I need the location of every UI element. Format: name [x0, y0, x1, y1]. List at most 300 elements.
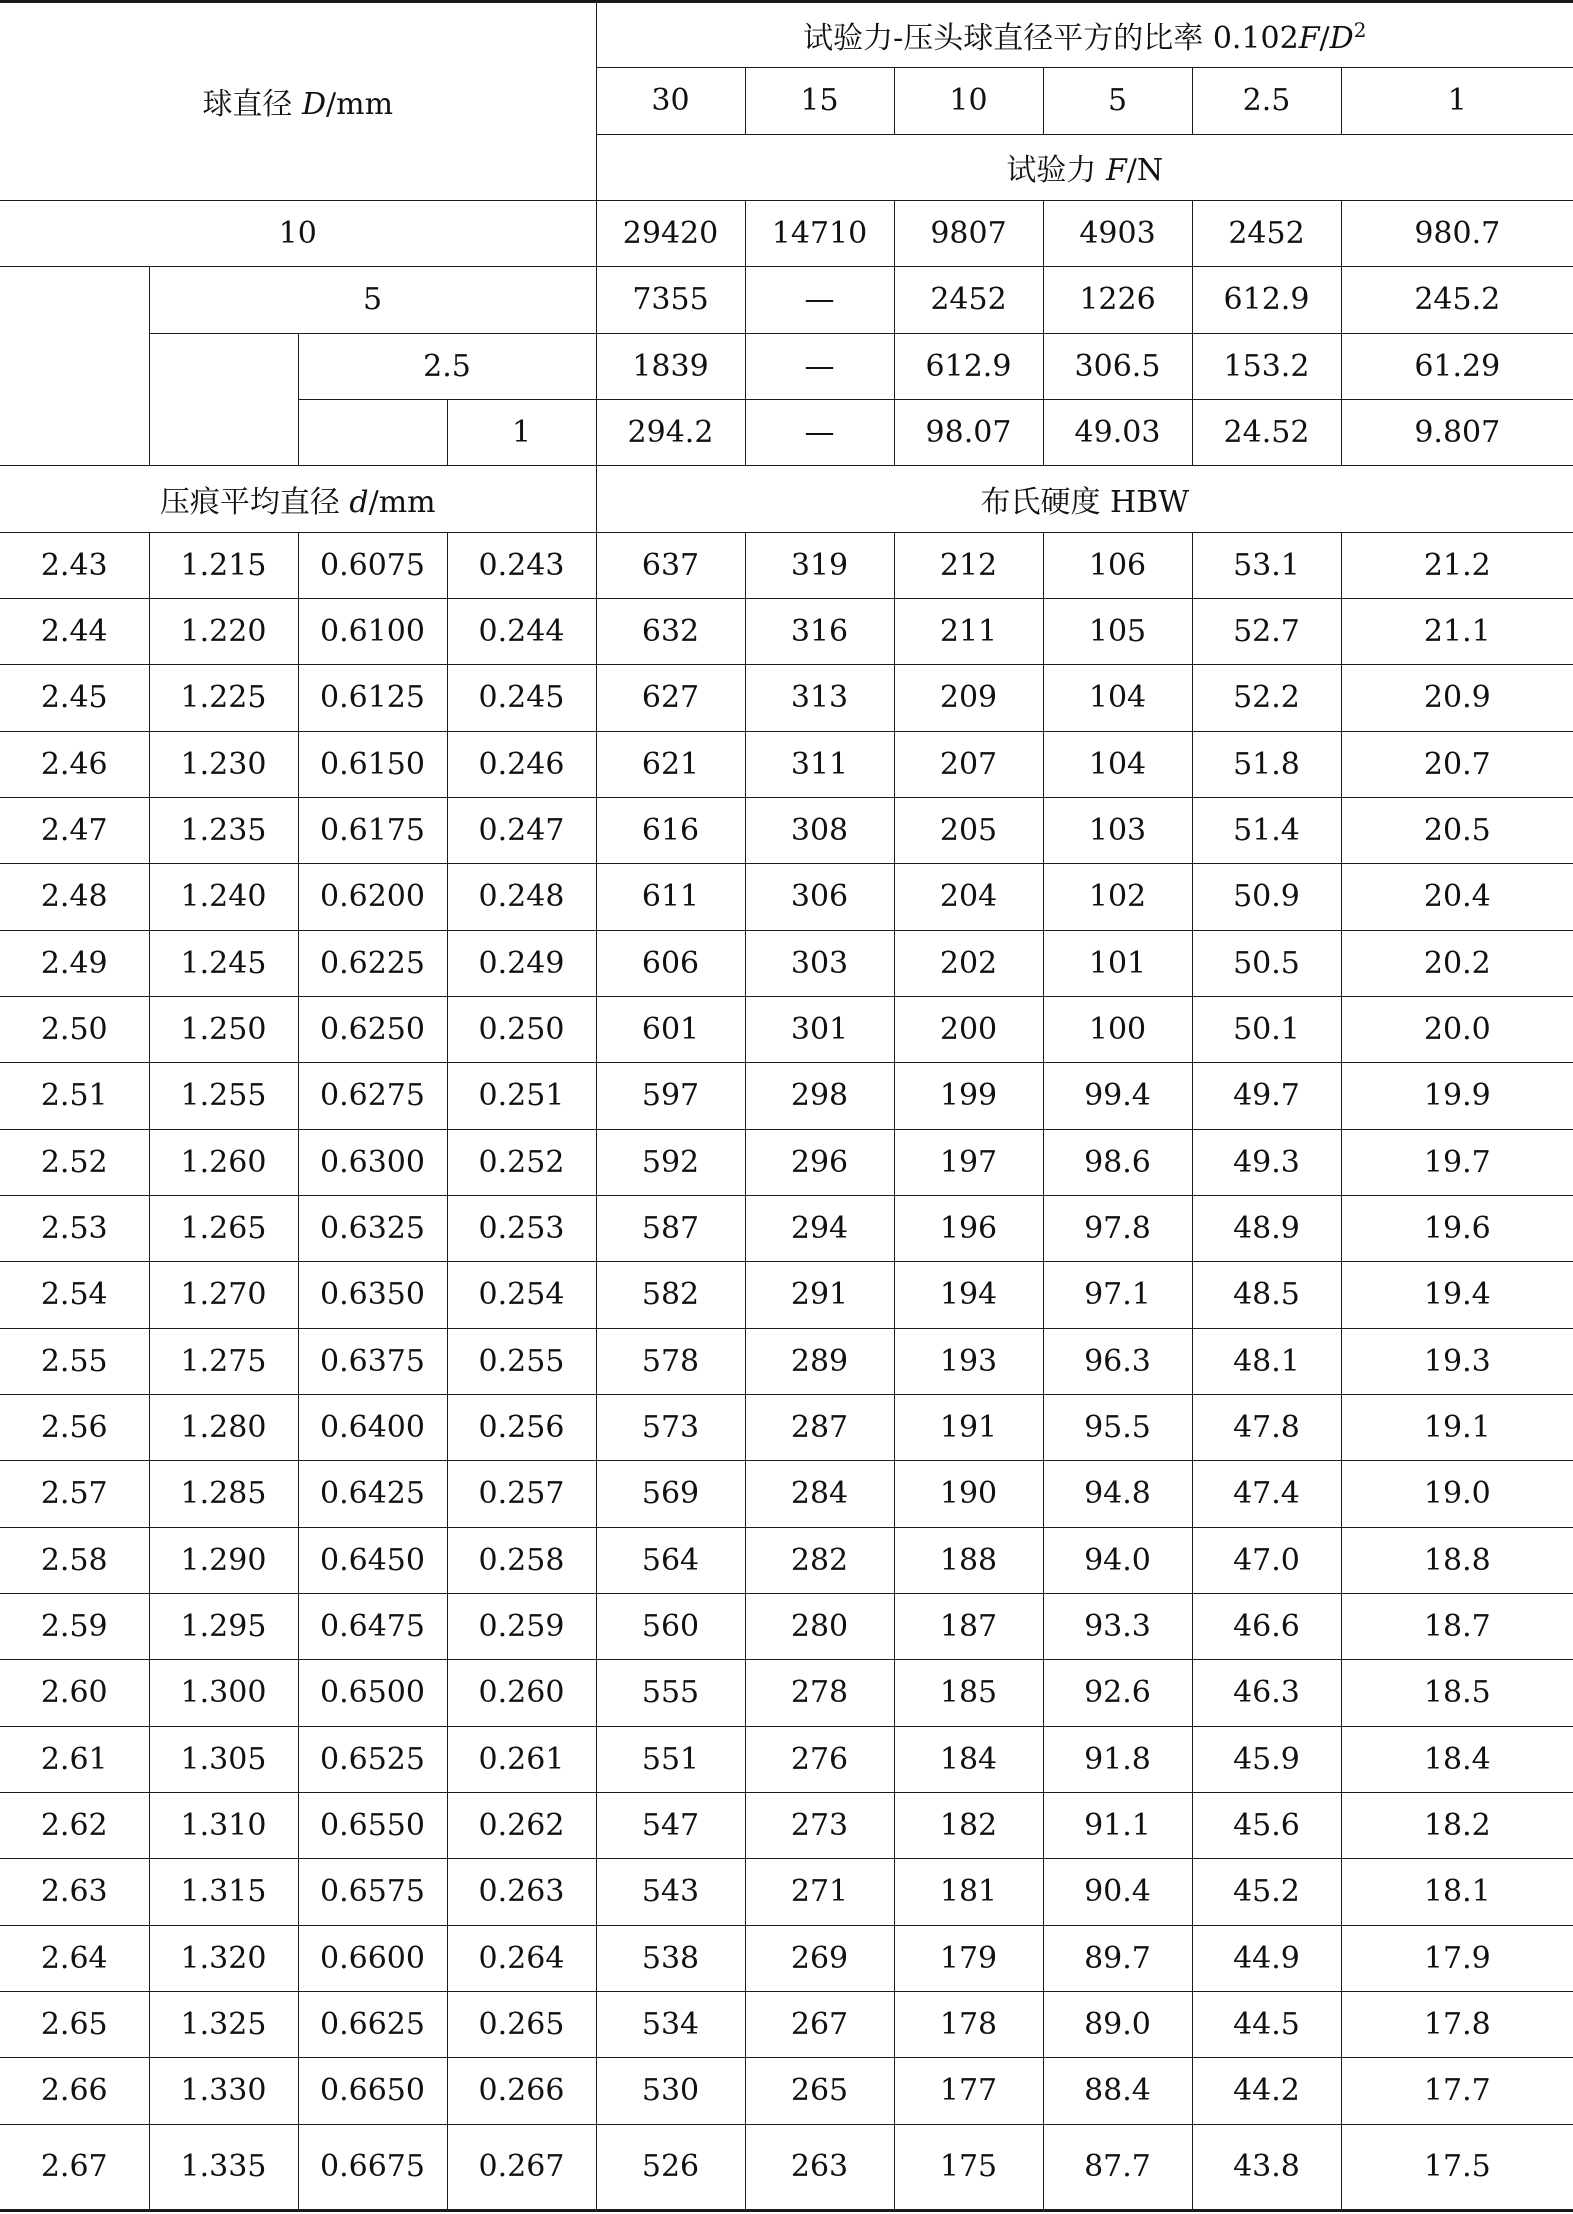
indent-diameter-cell: 2.63	[0, 1859, 149, 1925]
indent-diameter-cell: 0.6550	[298, 1792, 447, 1858]
hardness-cell: 17.7	[1341, 2058, 1573, 2124]
hardness-cell: 282	[745, 1527, 894, 1593]
force-cell: 2452	[894, 267, 1043, 333]
hardness-cell: 207	[894, 731, 1043, 797]
table-row	[0, 1063, 1573, 1129]
hardness-cell: 298	[745, 1063, 894, 1129]
hardness-cell: 263	[745, 2124, 894, 2210]
hardness-cell: 20.4	[1341, 864, 1573, 930]
hardness-cell: 52.7	[1192, 598, 1341, 664]
indent-blank	[149, 333, 298, 466]
hardness-cell: 21.1	[1341, 598, 1573, 664]
table-row	[0, 996, 1573, 1062]
indent-diameter-cell: 2.67	[0, 2124, 149, 2210]
hardness-cell: 21.2	[1341, 532, 1573, 598]
indent-diameter-cell: 0.6125	[298, 665, 447, 731]
force-cell: 29420	[596, 200, 745, 266]
ball-diameter-header: 球直径 D/mm	[0, 2, 596, 201]
force-cell: —	[745, 399, 894, 465]
hardness-cell: 104	[1043, 665, 1192, 731]
indent-diameter-cell: 0.261	[447, 1726, 596, 1792]
indent-diameter-cell: 1.310	[149, 1792, 298, 1858]
table-row	[0, 1726, 1573, 1792]
indent-diameter-cell: 1.290	[149, 1527, 298, 1593]
hardness-cell: 205	[894, 797, 1043, 863]
table-row	[0, 930, 1573, 996]
hardness-cell: 93.3	[1043, 1593, 1192, 1659]
indent-blank	[0, 267, 149, 466]
indent-diameter-cell: 0.265	[447, 1991, 596, 2057]
indent-diameter-cell: 1.215	[149, 532, 298, 598]
hardness-cell: 46.3	[1192, 1660, 1341, 1726]
hardness-cell: 267	[745, 1991, 894, 2057]
hardness-cell: 573	[596, 1394, 745, 1460]
hardness-cell: 308	[745, 797, 894, 863]
hardness-cell: 99.4	[1043, 1063, 1192, 1129]
indent-blank	[298, 399, 447, 465]
indent-diameter-cell: 0.248	[447, 864, 596, 930]
hardness-cell: 311	[745, 731, 894, 797]
hardness-header: 布氏硬度 HBW	[596, 466, 1573, 532]
indent-diameter-cell: 2.52	[0, 1129, 149, 1195]
force-cell: 306.5	[1043, 333, 1192, 399]
force-cell: 24.52	[1192, 399, 1341, 465]
hardness-cell: 47.0	[1192, 1527, 1341, 1593]
hardness-cell: 105	[1043, 598, 1192, 664]
indent-diameter-cell: 2.62	[0, 1792, 149, 1858]
hardness-cell: 48.1	[1192, 1328, 1341, 1394]
hardness-cell: 291	[745, 1262, 894, 1328]
hardness-cell: 44.2	[1192, 2058, 1341, 2124]
hardness-cell: 560	[596, 1593, 745, 1659]
indent-diameter-cell: 1.285	[149, 1461, 298, 1527]
hardness-cell: 193	[894, 1328, 1043, 1394]
hardness-cell: 45.2	[1192, 1859, 1341, 1925]
hardness-cell: 103	[1043, 797, 1192, 863]
hardness-cell: 45.9	[1192, 1726, 1341, 1792]
table-row	[0, 1527, 1573, 1593]
indent-diameter-cell: 1.220	[149, 598, 298, 664]
indent-diameter-cell: 0.262	[447, 1792, 596, 1858]
hardness-cell: 319	[745, 532, 894, 598]
indent-diameter-cell: 0.256	[447, 1394, 596, 1460]
indent-diameter-cell: 2.48	[0, 864, 149, 930]
hardness-cell: 196	[894, 1195, 1043, 1261]
hardness-cell: 587	[596, 1195, 745, 1261]
hardness-cell: 601	[596, 996, 745, 1062]
indent-diameter-cell: 1.260	[149, 1129, 298, 1195]
ball-diameter-value: 2.5	[298, 333, 596, 399]
indent-diameter-cell: 0.6475	[298, 1593, 447, 1659]
indent-diameter-cell: 2.51	[0, 1063, 149, 1129]
indent-diameter-cell: 0.259	[447, 1593, 596, 1659]
table-row	[0, 1461, 1573, 1527]
hardness-cell: 19.7	[1341, 1129, 1573, 1195]
indent-diameter-cell: 1.295	[149, 1593, 298, 1659]
hardness-cell: 50.5	[1192, 930, 1341, 996]
hardness-cell: 582	[596, 1262, 745, 1328]
table-row	[0, 665, 1573, 731]
hardness-cell: 199	[894, 1063, 1043, 1129]
hardness-cell: 17.8	[1341, 1991, 1573, 2057]
hardness-cell: 209	[894, 665, 1043, 731]
indent-diameter-cell: 0.6500	[298, 1660, 447, 1726]
hardness-cell: 53.1	[1192, 532, 1341, 598]
indent-diameter-cell: 0.6650	[298, 2058, 447, 2124]
indent-diameter-cell: 0.266	[447, 2058, 596, 2124]
hardness-cell: 301	[745, 996, 894, 1062]
hardness-cell: 45.6	[1192, 1792, 1341, 1858]
indent-diameter-cell: 2.54	[0, 1262, 149, 1328]
indent-diameter-cell: 0.264	[447, 1925, 596, 1991]
indent-diameter-cell: 1.265	[149, 1195, 298, 1261]
hardness-cell: 18.4	[1341, 1726, 1573, 1792]
hardness-cell: 47.4	[1192, 1461, 1341, 1527]
ball-diameter-value: 10	[0, 200, 596, 266]
indent-diameter-cell: 0.6600	[298, 1925, 447, 1991]
ratio-value: 10	[894, 68, 1043, 134]
indent-diameter-cell: 0.258	[447, 1527, 596, 1593]
force-cell: —	[745, 267, 894, 333]
hardness-cell: 316	[745, 598, 894, 664]
hardness-cell: 18.2	[1341, 1792, 1573, 1858]
hardness-cell: 20.9	[1341, 665, 1573, 731]
hardness-cell: 621	[596, 731, 745, 797]
hardness-cell: 592	[596, 1129, 745, 1195]
hardness-cell: 51.8	[1192, 731, 1341, 797]
indent-diameter-cell: 2.44	[0, 598, 149, 664]
indent-diameter-cell: 0.6325	[298, 1195, 447, 1261]
hardness-cell: 19.3	[1341, 1328, 1573, 1394]
indent-diameter-cell: 1.250	[149, 996, 298, 1062]
indent-diameter-cell: 0.247	[447, 797, 596, 863]
indent-diameter-cell: 2.45	[0, 665, 149, 731]
hardness-cell: 526	[596, 2124, 745, 2210]
indent-diameter-cell: 1.225	[149, 665, 298, 731]
force-cell: —	[745, 333, 894, 399]
hardness-cell: 20.2	[1341, 930, 1573, 996]
indent-diameter-cell: 1.320	[149, 1925, 298, 1991]
indent-diameter-cell: 1.305	[149, 1726, 298, 1792]
table-row	[0, 2058, 1573, 2124]
hardness-cell: 265	[745, 2058, 894, 2124]
force-cell: 980.7	[1341, 200, 1573, 266]
indent-diameter-cell: 0.6075	[298, 532, 447, 598]
hardness-cell: 280	[745, 1593, 894, 1659]
hardness-cell: 18.7	[1341, 1593, 1573, 1659]
hardness-cell: 43.8	[1192, 2124, 1341, 2210]
hardness-cell: 543	[596, 1859, 745, 1925]
hardness-cell: 95.5	[1043, 1394, 1192, 1460]
hardness-cell: 51.4	[1192, 797, 1341, 863]
force-cell: 7355	[596, 267, 745, 333]
hardness-cell: 182	[894, 1792, 1043, 1858]
indent-diameter-cell: 0.6250	[298, 996, 447, 1062]
hardness-cell: 49.7	[1192, 1063, 1341, 1129]
hardness-cell: 94.8	[1043, 1461, 1192, 1527]
force-cell: 49.03	[1043, 399, 1192, 465]
table-row	[0, 1129, 1573, 1195]
hardness-cell: 578	[596, 1328, 745, 1394]
force-cell: 14710	[745, 200, 894, 266]
hardness-cell: 534	[596, 1991, 745, 2057]
hardness-cell: 17.5	[1341, 2124, 1573, 2210]
hardness-cell: 92.6	[1043, 1660, 1192, 1726]
hardness-cell: 17.9	[1341, 1925, 1573, 1991]
hardness-cell: 547	[596, 1792, 745, 1858]
hardness-cell: 47.8	[1192, 1394, 1341, 1460]
indent-diameter-cell: 0.254	[447, 1262, 596, 1328]
hardness-cell: 606	[596, 930, 745, 996]
indent-diameter-cell: 2.61	[0, 1726, 149, 1792]
indent-diameter-cell: 0.255	[447, 1328, 596, 1394]
hardness-cell: 611	[596, 864, 745, 930]
indent-diameter-cell: 0.6275	[298, 1063, 447, 1129]
hardness-cell: 19.0	[1341, 1461, 1573, 1527]
table-row	[0, 1593, 1573, 1659]
hardness-cell: 313	[745, 665, 894, 731]
indent-diameter-cell: 1.335	[149, 2124, 298, 2210]
ratio-value: 15	[745, 68, 894, 134]
indent-diameter-cell: 2.66	[0, 2058, 149, 2124]
indent-diameter-cell: 2.55	[0, 1328, 149, 1394]
hardness-cell: 211	[894, 598, 1043, 664]
table-row	[0, 1925, 1573, 1991]
force-cell: 245.2	[1341, 267, 1573, 333]
hardness-cell: 296	[745, 1129, 894, 1195]
force-cell: 98.07	[894, 399, 1043, 465]
indent-diameter-cell: 0.6200	[298, 864, 447, 930]
indent-diameter-cell: 1.300	[149, 1660, 298, 1726]
hardness-cell: 19.1	[1341, 1394, 1573, 1460]
hardness-cell: 50.1	[1192, 996, 1341, 1062]
hardness-cell: 48.5	[1192, 1262, 1341, 1328]
force-cell: 294.2	[596, 399, 745, 465]
indent-diameter-cell: 1.270	[149, 1262, 298, 1328]
hardness-cell: 555	[596, 1660, 745, 1726]
hardness-cell: 273	[745, 1792, 894, 1858]
hardness-cell: 87.7	[1043, 2124, 1192, 2210]
indent-diameter-cell: 0.250	[447, 996, 596, 1062]
indent-diameter-cell: 2.50	[0, 996, 149, 1062]
hardness-cell: 177	[894, 2058, 1043, 2124]
indent-diameter-cell: 1.245	[149, 930, 298, 996]
indent-diameter-cell: 0.6450	[298, 1527, 447, 1593]
hardness-cell: 202	[894, 930, 1043, 996]
hardness-cell: 20.7	[1341, 731, 1573, 797]
table-row	[0, 797, 1573, 863]
indent-diameter-cell: 0.6575	[298, 1859, 447, 1925]
hardness-cell: 96.3	[1043, 1328, 1192, 1394]
hardness-cell: 191	[894, 1394, 1043, 1460]
hardness-cell: 50.9	[1192, 864, 1341, 930]
hardness-cell: 287	[745, 1394, 894, 1460]
hardness-cell: 89.7	[1043, 1925, 1192, 1991]
hardness-cell: 18.8	[1341, 1527, 1573, 1593]
force-cell: 9807	[894, 200, 1043, 266]
indent-diameter-cell: 0.252	[447, 1129, 596, 1195]
indent-diameter-cell: 2.57	[0, 1461, 149, 1527]
hardness-cell: 190	[894, 1461, 1043, 1527]
hardness-cell: 597	[596, 1063, 745, 1129]
hardness-cell: 46.6	[1192, 1593, 1341, 1659]
force-cell: 612.9	[894, 333, 1043, 399]
hardness-cell: 276	[745, 1726, 894, 1792]
hardness-cell: 269	[745, 1925, 894, 1991]
indent-diameter-cell: 0.6100	[298, 598, 447, 664]
indent-diameter-cell: 2.58	[0, 1527, 149, 1593]
ratio-value: 2.5	[1192, 68, 1341, 134]
hardness-cell: 637	[596, 532, 745, 598]
force-header: 试验力 F/N	[596, 134, 1573, 200]
hardness-cell: 19.6	[1341, 1195, 1573, 1261]
hardness-cell: 94.0	[1043, 1527, 1192, 1593]
force-cell: 9.807	[1341, 399, 1573, 465]
hardness-cell: 181	[894, 1859, 1043, 1925]
hardness-cell: 44.9	[1192, 1925, 1341, 1991]
hardness-cell: 44.5	[1192, 1991, 1341, 2057]
hardness-cell: 284	[745, 1461, 894, 1527]
indent-diameter-cell: 0.6625	[298, 1991, 447, 2057]
indent-diameter-cell: 0.6175	[298, 797, 447, 863]
table-row	[0, 1262, 1573, 1328]
indent-diameter-cell: 0.6375	[298, 1328, 447, 1394]
hardness-cell: 188	[894, 1527, 1043, 1593]
table-row	[0, 1660, 1573, 1726]
hardness-cell: 306	[745, 864, 894, 930]
indent-diameter-cell: 0.243	[447, 532, 596, 598]
table-row	[0, 598, 1573, 664]
indent-diameter-cell: 2.65	[0, 1991, 149, 2057]
indent-diameter-cell: 0.251	[447, 1063, 596, 1129]
force-cell: 612.9	[1192, 267, 1341, 333]
hardness-cell: 20.0	[1341, 996, 1573, 1062]
hardness-cell: 97.1	[1043, 1262, 1192, 1328]
hardness-cell: 106	[1043, 532, 1192, 598]
force-cell: 1226	[1043, 267, 1192, 333]
indent-diameter-cell: 0.245	[447, 665, 596, 731]
hardness-cell: 289	[745, 1328, 894, 1394]
indent-diameter-cell: 2.46	[0, 731, 149, 797]
force-cell: 61.29	[1341, 333, 1573, 399]
hardness-cell: 104	[1043, 731, 1192, 797]
hardness-cell: 185	[894, 1660, 1043, 1726]
hardness-cell: 204	[894, 864, 1043, 930]
hardness-cell: 98.6	[1043, 1129, 1192, 1195]
hardness-cell: 90.4	[1043, 1859, 1192, 1925]
hardness-rows	[0, 532, 1573, 2210]
indent-diameter-cell: 2.56	[0, 1394, 149, 1460]
hardness-cell: 52.2	[1192, 665, 1341, 731]
indent-diameter-cell: 0.6425	[298, 1461, 447, 1527]
indent-diameter-cell: 0.6225	[298, 930, 447, 996]
indent-diameter-cell: 0.6300	[298, 1129, 447, 1195]
table-row	[0, 1792, 1573, 1858]
indent-diameter-cell: 0.6350	[298, 1262, 447, 1328]
force-row	[0, 200, 1573, 266]
ratio-header: 试验力-压头球直径平方的比率 $0.102F/D^2$	[596, 2, 1573, 68]
table-row	[0, 1195, 1573, 1261]
hardness-cell: 200	[894, 996, 1043, 1062]
hardness-cell: 194	[894, 1262, 1043, 1328]
table-row	[0, 731, 1573, 797]
indent-diameter-cell: 2.64	[0, 1925, 149, 1991]
indent-diameter-header: 压痕平均直径 d/mm	[0, 466, 596, 532]
hardness-cell: 91.8	[1043, 1726, 1192, 1792]
hardness-cell: 551	[596, 1726, 745, 1792]
hardness-cell: 18.5	[1341, 1660, 1573, 1726]
ratio-value: 30	[596, 68, 745, 134]
hardness-cell: 632	[596, 598, 745, 664]
indent-diameter-cell: 0.244	[447, 598, 596, 664]
hardness-cell: 627	[596, 665, 745, 731]
hardness-cell: 18.1	[1341, 1859, 1573, 1925]
hardness-cell: 569	[596, 1461, 745, 1527]
table-row	[0, 864, 1573, 930]
hardness-cell: 212	[894, 532, 1043, 598]
indent-diameter-cell: 1.325	[149, 1991, 298, 2057]
hardness-cell: 178	[894, 1991, 1043, 2057]
indent-diameter-cell: 1.230	[149, 731, 298, 797]
indent-diameter-cell: 0.6400	[298, 1394, 447, 1460]
force-row	[0, 267, 1573, 333]
hardness-cell: 89.0	[1043, 1991, 1192, 2057]
indent-diameter-cell: 1.280	[149, 1394, 298, 1460]
indent-diameter-cell: 2.47	[0, 797, 149, 863]
indent-diameter-cell: 2.60	[0, 1660, 149, 1726]
indent-diameter-cell: 2.43	[0, 532, 149, 598]
indent-diameter-cell: 0.246	[447, 731, 596, 797]
hardness-cell: 102	[1043, 864, 1192, 930]
hardness-cell: 101	[1043, 930, 1192, 996]
indent-diameter-cell: 0.249	[447, 930, 596, 996]
hardness-cell: 564	[596, 1527, 745, 1593]
ball-diameter-value: 1	[447, 399, 596, 465]
hardness-cell: 179	[894, 1925, 1043, 1991]
indent-diameter-cell: 0.253	[447, 1195, 596, 1261]
indent-diameter-cell: 1.275	[149, 1328, 298, 1394]
hardness-cell: 278	[745, 1660, 894, 1726]
force-row	[0, 333, 1573, 399]
indent-diameter-cell: 0.6675	[298, 2124, 447, 2210]
indent-diameter-cell: 1.315	[149, 1859, 298, 1925]
hardness-cell: 100	[1043, 996, 1192, 1062]
table-row	[0, 1859, 1573, 1925]
hardness-cell: 271	[745, 1859, 894, 1925]
indent-diameter-cell: 2.59	[0, 1593, 149, 1659]
hardness-cell: 530	[596, 2058, 745, 2124]
hardness-cell: 184	[894, 1726, 1043, 1792]
hardness-cell: 20.5	[1341, 797, 1573, 863]
indent-diameter-cell: 0.6150	[298, 731, 447, 797]
table-row	[0, 2124, 1573, 2210]
force-cell: 4903	[1043, 200, 1192, 266]
hardness-cell: 616	[596, 797, 745, 863]
hardness-cell: 294	[745, 1195, 894, 1261]
force-cell: 153.2	[1192, 333, 1341, 399]
hardness-cell: 187	[894, 1593, 1043, 1659]
hardness-cell: 197	[894, 1129, 1043, 1195]
hardness-cell: 91.1	[1043, 1792, 1192, 1858]
hardness-cell: 88.4	[1043, 2058, 1192, 2124]
force-cell: 2452	[1192, 200, 1341, 266]
indent-diameter-cell: 1.235	[149, 797, 298, 863]
indent-diameter-cell: 1.255	[149, 1063, 298, 1129]
table-row	[0, 1394, 1573, 1460]
indent-diameter-cell: 2.49	[0, 930, 149, 996]
indent-diameter-cell: 1.240	[149, 864, 298, 930]
hardness-cell: 175	[894, 2124, 1043, 2210]
